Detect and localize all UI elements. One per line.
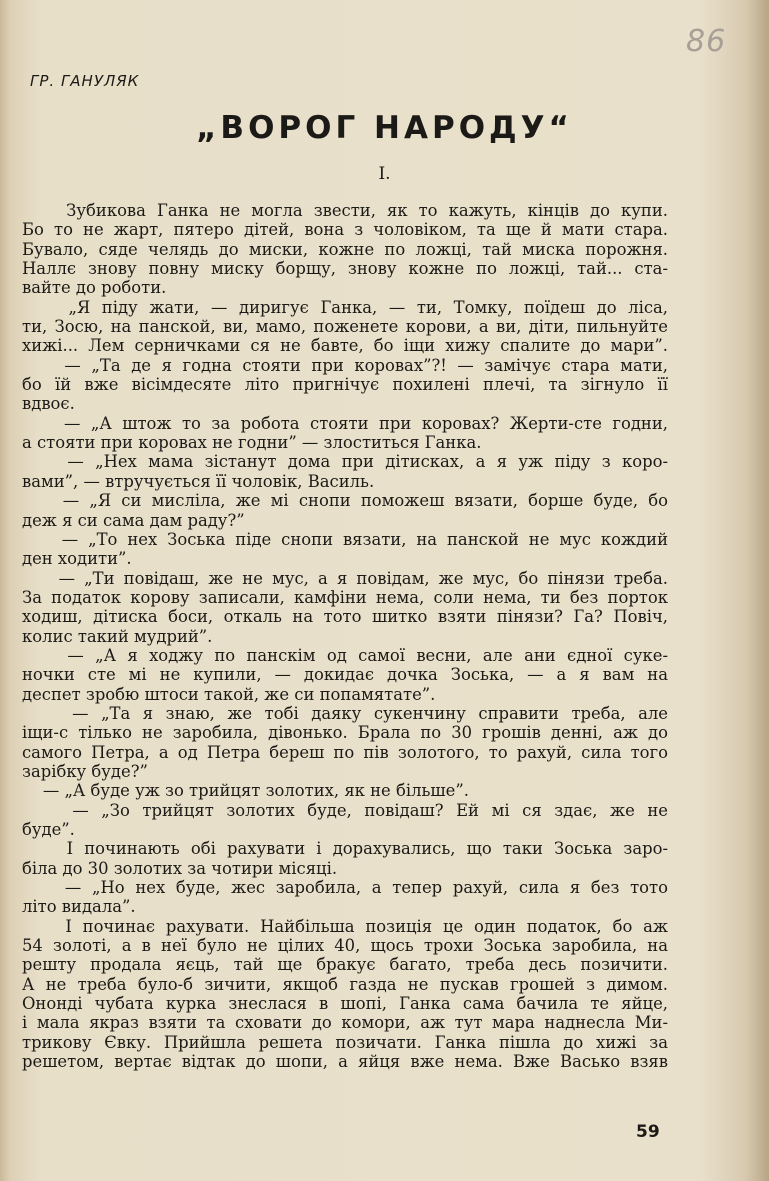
- text-line: — „Зо трийцят золотих буде, повідаш? Ей мі ся здає, же не: [22, 800, 668, 820]
- text-line: самого Петра, а од Петра береш по пів золотого, то рахуй, сила того: [22, 742, 668, 762]
- text-line: Зубикова Ганка не могла звести, як то кажуть, кінців до купи.: [22, 201, 668, 220]
- text-line: вами”, — втручується її чоловік, Василь.: [22, 471, 375, 491]
- text-line: — „А буде уж зо трийцят золотих, як не більше”.: [22, 781, 469, 801]
- text-line: А не треба було-б зичити, якщоб газда не пускав грошей з димом.: [22, 974, 668, 994]
- text-line: і мала якраз взяти та сховати до комори, аж тут мара наднесла Ми-: [22, 1013, 668, 1033]
- section-number: I.: [378, 164, 391, 184]
- text-line: літо видала”.: [22, 897, 136, 917]
- text-line: колис такий мудрий”.: [22, 626, 213, 646]
- story-title: „ВОРОГ НАРОДУ“: [196, 110, 573, 146]
- text-line: бо їй вже вісімдесяте літо пригнічує похилені плечі, та зігнуло її: [22, 375, 668, 395]
- text-line: ден ходити”.: [22, 549, 132, 569]
- text-line: — „А штож то за робота стояти при коровах? Жерти-сте годни,: [22, 413, 668, 433]
- text-line: — „Но нех буде, жес заробила, а тепер рахуй, сила я без тото: [22, 878, 668, 898]
- text-line: І починають обі рахувати і дорахувались, що таки Зоська заро-: [22, 839, 668, 859]
- text-line: ночки сте мі не купили, — докидає дочка Зоська, — а я вам на: [22, 665, 668, 685]
- text-line: біла до 30 золотих за чотири місяці.: [22, 858, 338, 878]
- page-number: 59: [636, 1122, 660, 1142]
- text-line: ходиш, дітиска боси, откаль на тото шитко взяти пінязи? Га? Повіч,: [22, 607, 668, 627]
- text-line: ти, Зосю, на панской, ви, мамо, поженете корови, а ви, діти, пильнуйте: [22, 317, 668, 337]
- text-line: 54 золоті, а в неї було не цілих 40, щось трохи Зоська заробила, на: [22, 936, 668, 956]
- text-line: деж я си сама дам раду?”: [22, 510, 245, 530]
- text-line: деспет зробю штоси такой, же си попамятате”.: [22, 684, 436, 704]
- text-line: — „Та я знаю, же тобі даяку сукенчину справити треба, але: [22, 703, 668, 723]
- text-line: — „А я ходжу по панскім од самої весни, але ани єдної суке-: [22, 645, 668, 665]
- story-text: [22, 201, 668, 1071]
- text-line: — „То нех Зоська піде снопи вязати, на панской не мус кождий: [22, 529, 668, 549]
- text-line: — „Та де я годна стояти при коровах”?! — замічує стара мати,: [22, 355, 668, 375]
- text-line: зарібку буде?”: [22, 761, 148, 781]
- author-name: ГР. ГАНУЛЯК: [30, 72, 140, 90]
- text-line: Ононді чубата курка знеслася в шопі, Ганка сама бачила те яйце,: [22, 994, 668, 1014]
- text-line: решту продала яєць, тай ще бракує багато, треба десь позичити.: [22, 955, 668, 975]
- text-line: решетом, вертає відтак до шопи, а яйця вже нема. Вже Васько взяв: [22, 1052, 668, 1072]
- text-line: Наллє знову повну миску борщу, знову кожне по ложці, тай... ста-: [22, 259, 668, 279]
- text-line: І починає рахувати. Найбільша позиція це один податок, бо аж: [22, 916, 668, 936]
- text-line: „Я піду жати, — диригує Ганка, — ти, Томку, поїдеш до ліса,: [22, 297, 668, 317]
- text-line: вайте до роботи.: [22, 278, 167, 298]
- text-line: вдвоє.: [22, 394, 75, 414]
- text-line: а стояти при коровах не годни” — злоститься Ганка.: [22, 433, 482, 453]
- text-line: буде”.: [22, 820, 75, 839]
- text-line: — „Я си мисліла, же мі снопи поможеш вязати, борше буде, бо: [22, 491, 668, 511]
- handwritten-page-mark: 86: [686, 24, 727, 59]
- text-line: іщи-с тілько не заробила, дівонько. Брала по 30 грошів денні, аж до: [22, 723, 668, 743]
- text-line: Бувало, сяде челядь до миски, кожне по ложці, тай миска порожня.: [22, 239, 668, 259]
- text-line: — „Нех мама зістанут дома при дітисках, а я уж піду з коро-: [22, 452, 668, 472]
- text-line: За податок корову записали, камфіни нема, соли нема, ти без порток: [22, 587, 668, 607]
- text-line: Бо то не жарт, пятеро дітей, вона з чоловіком, та ще й мати стара.: [22, 220, 668, 240]
- text-line: хижі... Лем серничками ся не бавте, бо іщи хижу спалите до мари”.: [22, 336, 668, 356]
- text-line: — „Ти повідаш, же не мус, а я повідам, же мус, бо пінязи треба.: [22, 568, 668, 588]
- text-line: трикову Євку. Прийшла решета позичати. Ганка пішла до хижі за: [22, 1032, 668, 1052]
